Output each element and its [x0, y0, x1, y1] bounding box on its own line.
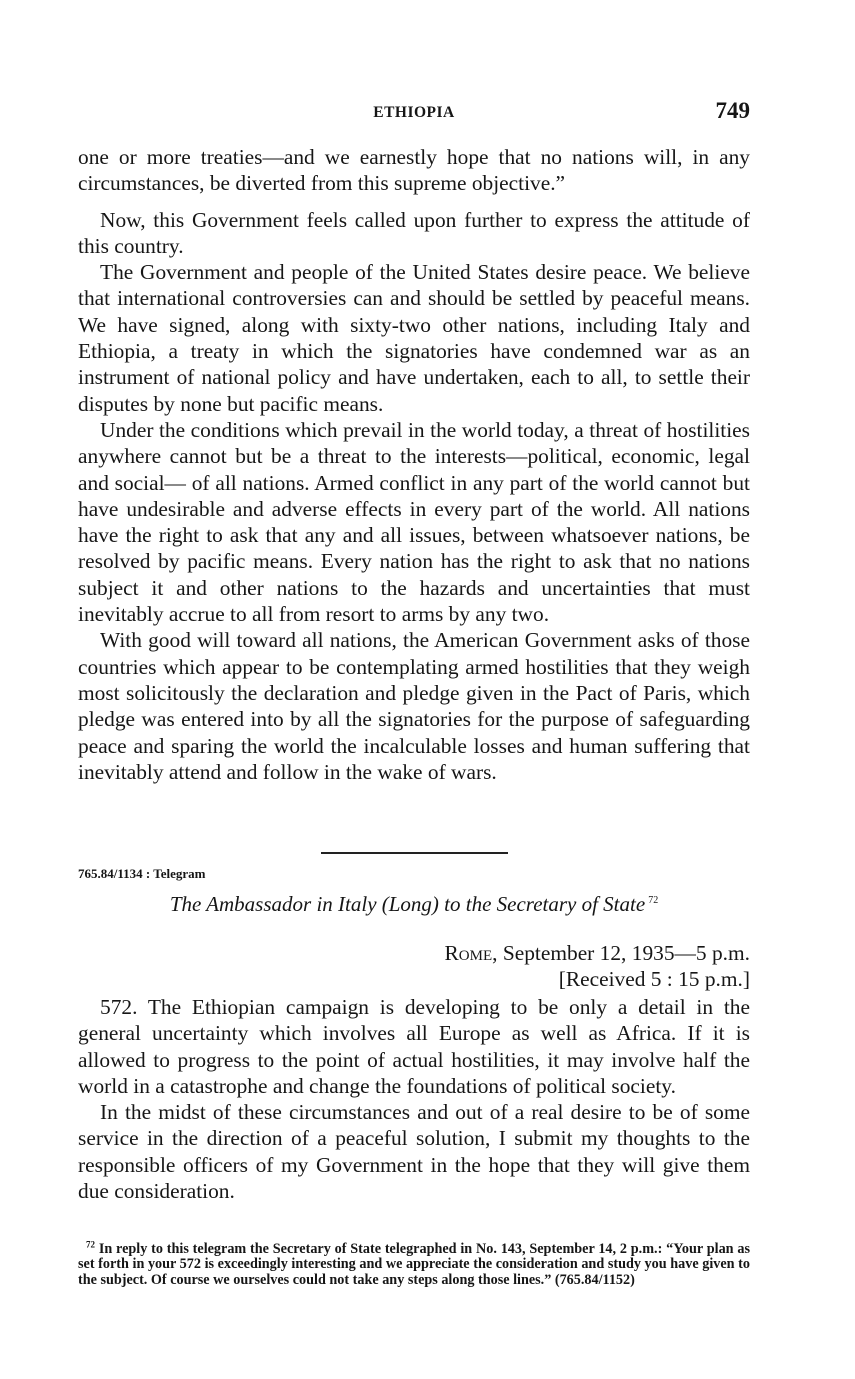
- body-text: [78, 144, 750, 785]
- paragraph-good-will: With good will toward all nations, the American Government asks of those countries which appear to be contemplating armed hostilities that they weigh most solicitously the declaration and pledge given in the Pact of Paris, which pledge was entered into by all the signatories for the purpose of safeguarding peace and sparing the world the incalculable losses and human suffering that inevitably attend and follow in the wake of wars.: [78, 628, 750, 784]
- paragraph-attitude: Now, this Government feels called upon further to express the attitude of this country.: [78, 207, 750, 258]
- paragraph-continuation: one or more treaties—and we earnestly hope that no nations will, in any circumstances, be diverted from this supreme objective.”: [78, 145, 750, 196]
- footnote: [78, 1239, 750, 1288]
- dateline: [445, 940, 750, 992]
- dateline-place-date: [445, 940, 750, 966]
- received-note: [Received 5 : 15 p.m.]: [558, 967, 750, 991]
- telegram-paragraph-572: 572. The Ethiopian campaign is developing to be only a detail in the general uncertainty which involves all Europe as well as Africa. If it is allowed to progress to the point of actual hostilities, it may involve half the world in a catastrophe and change the foundations of political society.: [78, 995, 750, 1098]
- section-divider: [321, 852, 508, 854]
- file-reference: 765.84/1134 : Telegram: [78, 866, 206, 881]
- document-title-text: The Ambassador in Italy (Long) to the Secretary of State: [169, 892, 646, 916]
- title-footnote-marker: 72: [648, 895, 659, 906]
- dateline-date: , September 12, 1935—5 p.m.: [492, 941, 750, 965]
- paragraph-desire-peace: The Government and people of the United States desire peace. We believe that international controversies can and should be settled by peaceful means. We have signed, along with sixty-two other nations, including Italy and Ethiopia, a treaty in which the signatories have condemned war as an instrument of national policy and have undertaken, each to all, to settle their disputes by none but pacific means.: [78, 260, 750, 416]
- document-title: [78, 892, 750, 917]
- dateline-place: Rome: [444, 941, 493, 965]
- footnote-text: In reply to this telegram the Secretary of State telegraphed in No. 143, September 14, 2 p.m.: “Your plan as set forth in your 572 is exceedingly interesting and we appreciate the consideration and study you have given to the subject. Of course we ourselves could not take any steps along those lines.” (765.84/1152): [78, 1241, 750, 1288]
- page-header: [78, 98, 750, 128]
- telegram-paragraph-circumstances: In the midst of these circumstances and out of a real desire to be of some service in the direction of a peaceful solution, I submit my thoughts to the responsible officers of my Government in the hope that they will give them due consideration.: [78, 1100, 750, 1204]
- footnote-72: [78, 1239, 750, 1288]
- page-number: 749: [715, 98, 750, 123]
- telegram-text: [78, 994, 750, 1204]
- running-head: ETHIOPIA: [373, 104, 455, 121]
- paragraph-conditions: Under the conditions which prevail in the world today, a threat of hostilities anywhere cannot but be a threat to the interests—political, economic, legal and social— of all nations. Armed conflict in any part of the world cannot but have undesirable and adverse effects in every part of the world. All nations have the right to ask that any and all issues, between whatsoever nations, be resolved by pacific means. Every nation has the right to ask that no nations subject it and other nations to the hazards and uncertainties that must inevitably accrue to all from resort to arms by any two.: [78, 417, 750, 627]
- footnote-marker: 72: [86, 1239, 95, 1250]
